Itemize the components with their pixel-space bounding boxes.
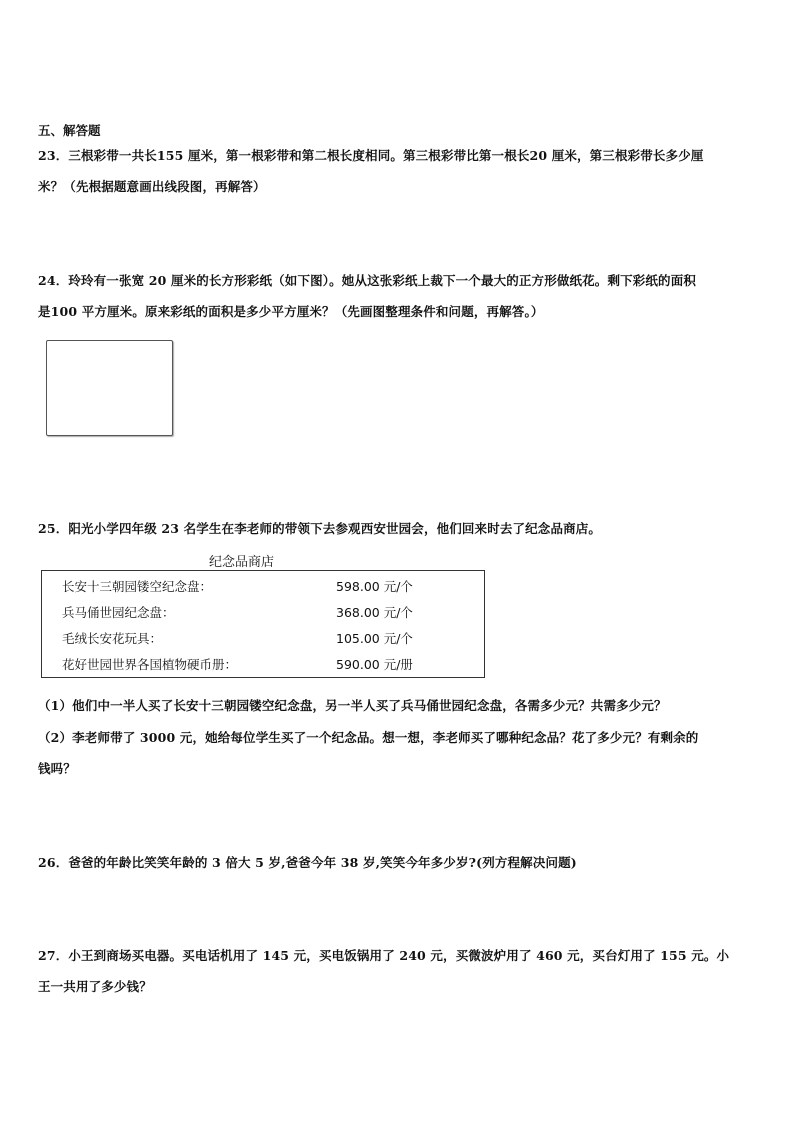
item-price: 368.00 元/个	[336, 605, 413, 620]
question-27-line-1: 27．小王到商场买电器。买电话机用了 145 元，买电饭锅用了 240 元，买微波炉用了 460 元，买台灯用了 155 元。小	[38, 948, 730, 963]
item-name: 长安十三朝园镂空纪念盘：	[62, 579, 213, 594]
table-row	[62, 603, 482, 623]
item-name: 兵马俑世园纪念盘：	[62, 605, 175, 620]
item-price: 105.00 元/个	[336, 631, 413, 646]
item-price: 590.00 元/册	[336, 657, 413, 672]
section-title: 五、解答题	[38, 123, 101, 138]
item-price: 598.00 元/个	[336, 579, 413, 594]
question-25-line-1: 25．阳光小学四年级 23 名学生在李老师的带领下去参观西安世园会，他们回来时去了纪念品商店。	[38, 521, 602, 536]
table-row	[62, 577, 482, 597]
question-24-line-1: 24．玲玲有一张宽 20 厘米的长方形彩纸（如下图）。她从这张彩纸上裁下一个最大的正方形做纸花。剩下彩纸的面积	[38, 273, 696, 288]
table-title: 纪念品商店	[209, 555, 275, 570]
item-name: 花好世园世界各国植物硬币册：	[62, 657, 238, 672]
price-table	[41, 570, 485, 678]
question-27-line-2: 王一共用了多少钱？	[38, 979, 152, 994]
question-25-sub-2-line-2: 钱吗？	[38, 761, 76, 776]
item-name: 毛绒长安花玩具：	[62, 631, 163, 646]
rectangle-figure	[46, 340, 173, 436]
question-23-line-1: 23．三根彩带一共长155 厘米，第一根彩带和第二根长度相同。第三根彩带比第一根长20 厘米，第三根彩带长多少厘	[38, 148, 704, 163]
table-row	[62, 629, 482, 649]
question-23-line-2: 米？（先根据题意画出线段图，再解答）	[38, 179, 266, 194]
question-25-sub-2-line-1: （2）李老师带了 3000 元，她给每位学生买了一个纪念品。想一想，李老师买了哪种纪念品？花了多少元？有剩余的	[38, 730, 699, 745]
question-26-line-1: 26．爸爸的年龄比笑笑年龄的 3 倍大 5 岁,爸爸今年 38 岁,笑笑今年多少岁?(列方程解决问题)	[38, 855, 577, 870]
table-row	[62, 655, 482, 675]
question-24-line-2: 是100 平方厘米。原来彩纸的面积是多少平方厘米？（先画图整理条件和问题，再解答。）	[38, 304, 544, 319]
question-25-sub-1: （1）他们中一半人买了长安十三朝园镂空纪念盘，另一半人买了兵马俑世园纪念盘，各需多少元？共需多少元？	[38, 698, 667, 713]
